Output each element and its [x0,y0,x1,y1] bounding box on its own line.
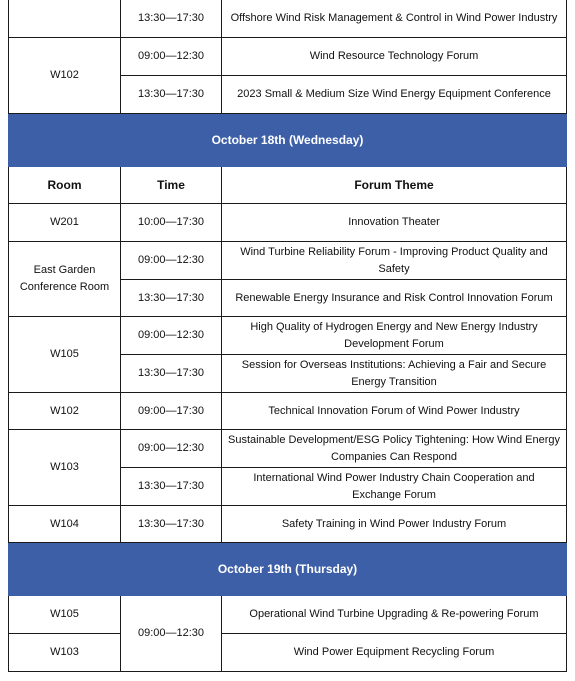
theme-cell: Wind Resource Technology Forum [222,38,567,76]
theme-header: Forum Theme [222,167,567,204]
table-row [9,242,567,280]
theme-cell: Session for Overseas Institutions: Achieving a Fair and Secure Energy Transition [222,355,567,393]
table-row [9,393,567,430]
time-cell: 13:30—17:30 [121,280,222,317]
time-header: Time [121,167,222,204]
time-cell: 09:00—12:30 [121,596,222,672]
time-cell: 13:30—17:30 [121,355,222,393]
table-row [9,204,567,242]
theme-cell: Sustainable Development/ESG Policy Tightening: How Wind Energy Companies Can Respond [222,430,567,468]
room-cell: W104 [9,506,121,543]
room-cell: W201 [9,204,121,242]
room-cell [9,0,121,38]
room-cell: W103 [9,430,121,506]
room-cell: W105 [9,317,121,393]
theme-cell: Safety Training in Wind Power Industry Forum [222,506,567,543]
table-row [9,506,567,543]
theme-cell: Wind Turbine Reliability Forum - Improving Product Quality and Safety [222,242,567,280]
time-cell: 10:00—17:30 [121,204,222,242]
table-row [9,317,567,355]
time-cell: 09:00—12:30 [121,38,222,76]
theme-cell: International Wind Power Industry Chain Cooperation and Exchange Forum [222,468,567,506]
day-title: October 19th (Thursday) [9,543,567,596]
time-cell: 09:00—12:30 [121,430,222,468]
room-header: Room [9,167,121,204]
time-cell: 13:30—17:30 [121,0,222,38]
theme-cell: Innovation Theater [222,204,567,242]
table-row [9,634,567,672]
table-row [9,430,567,468]
theme-cell: High Quality of Hydrogen Energy and New Energy Industry Development Forum [222,317,567,355]
room-cell: W102 [9,38,121,114]
time-cell: 09:00—12:30 [121,242,222,280]
time-cell: 13:30—17:30 [121,506,222,543]
theme-cell: 2023 Small & Medium Size Wind Energy Equipment Conference [222,76,567,114]
time-cell: 09:00—17:30 [121,393,222,430]
room-cell: W102 [9,393,121,430]
header-row [9,167,567,204]
time-cell: 13:30—17:30 [121,76,222,114]
day-title: October 18th (Wednesday) [9,114,567,167]
table-row [9,0,567,38]
theme-cell: Operational Wind Turbine Upgrading & Re-powering Forum [222,596,567,634]
forum-schedule-table [8,0,567,672]
schedule-table-frame [8,0,566,672]
room-cell: East Garden Conference Room [9,242,121,317]
theme-cell: Technical Innovation Forum of Wind Power Industry [222,393,567,430]
theme-cell: Wind Power Equipment Recycling Forum [222,634,567,672]
table-row [9,596,567,634]
table-row [9,38,567,76]
day-band [9,543,567,596]
theme-cell: Offshore Wind Risk Management & Control in Wind Power Industry [222,0,567,38]
time-cell: 09:00—12:30 [121,317,222,355]
room-cell: W105 [9,596,121,634]
time-cell: 13:30—17:30 [121,468,222,506]
theme-cell: Renewable Energy Insurance and Risk Control Innovation Forum [222,280,567,317]
room-cell: W103 [9,634,121,672]
day-band [9,114,567,167]
